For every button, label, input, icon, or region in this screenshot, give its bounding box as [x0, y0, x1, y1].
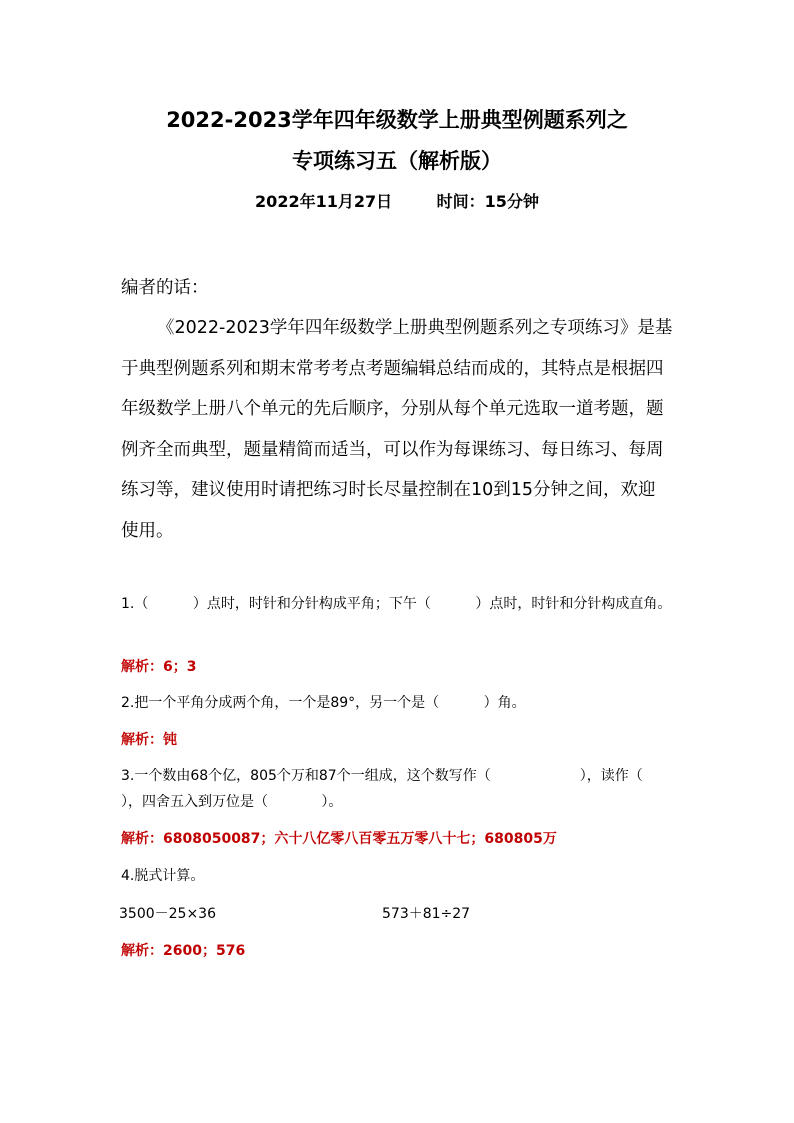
- question-3: 3.一个数由68个亿，805个万和87个一组成，这个数写作（ ），读作（ ），四舍五入到万位是（ ）。: [121, 768, 777, 810]
- calc-expression-right: 573＋81÷27: [382, 906, 471, 922]
- date-time-line: 2022年11月27日 时间：15分钟: [255, 192, 539, 211]
- intro-text: [121, 308, 673, 551]
- question-1: 1.（ ）点时，时针和分针构成平角；下午（ ）点时，时针和分针构成直角。: [121, 596, 672, 612]
- answer-1: 解析：6；3: [121, 659, 197, 675]
- answer-3: 解析：6808050087；六十八亿零八百零五万零八十七；680805万: [121, 831, 557, 847]
- answer-4: 解析：2600；576: [121, 943, 246, 959]
- intro-paragraph: 《2022-2023学年四年级数学上册典型例题系列之专项练习》是基于典型例题系列和期末常考考点考题编辑总结而成的，其特点是根据四年级数学上册八个单元的先后顺序，分别从每个单元选取一道考题，题例齐全而典型，题量精简而适当，可以作为每课练习、每日练习、每周练习等，建议使用时请把练习时长尽量控制在10到15分钟之间，欢迎使用。: [121, 318, 673, 541]
- question-4: 4.脱式计算。: [121, 868, 205, 884]
- intro-label: 编者的话：: [121, 278, 209, 298]
- calc-expression-left: 3500－25×36: [119, 906, 216, 922]
- page-title-line1: 2022-2023学年四年级数学上册典型例题系列之: [166, 108, 628, 132]
- answer-2: 解析：钝: [121, 732, 177, 748]
- page-title-line2: 专项练习五（解析版）: [292, 149, 502, 173]
- question-2: 2.把一个平角分成两个角，一个是89°，另一个是（ ）角。: [121, 695, 526, 711]
